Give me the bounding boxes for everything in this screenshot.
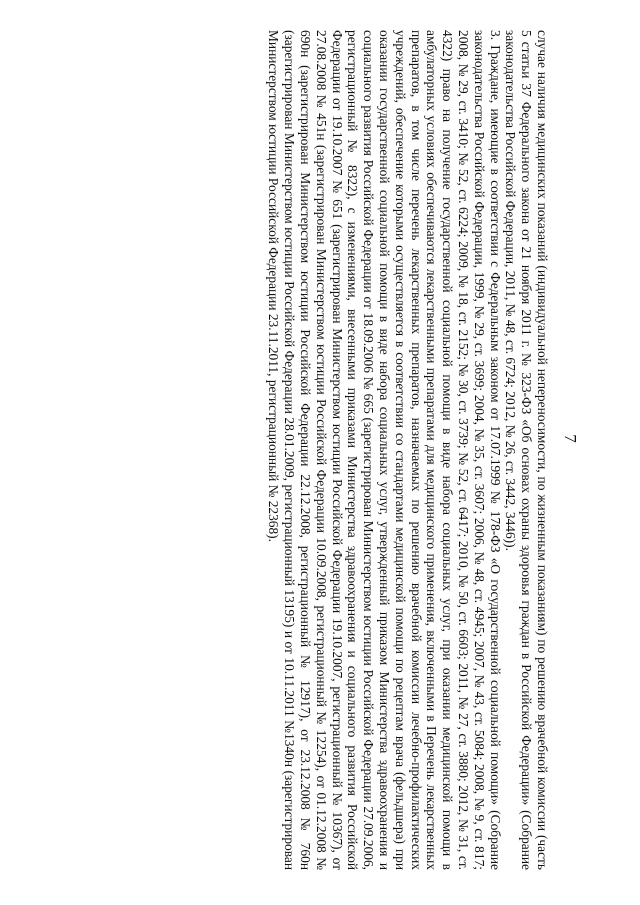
document-body (75, 30, 550, 870)
page-number: 7 (560, 434, 580, 443)
paragraph-continuation: случае наличия медицинских показаний (индивидуальной непереносимости, по жизненным показаниям) по решению врачебной комиссии (часть 5 статьи 37 Федерального закона от 21 ноября 2011 г. № 323-ФЗ «Об основах охраны здоровья граждан в Российской Федерации» (Собрание законодательства Российской Федерации, 2011, № 48, ст. 6724; 2012, № 26, ст. 3442, 3446)). (503, 30, 550, 870)
paragraph-item-3: 3. Граждане, имеющие в соответствии с Федеральным законом от 17.07.1999 № 178-ФЗ «О государственной социальной помощи» (Собрание законодательства Российской Федерации, 1999, № 29, ст. 3699; 2004, № 35, ст. 3607; 2006, № 48, ст. 4945; 2007, № 43, ст. 5084; 2008, № 9, ст. 817; 2008, № 29, ст. 3410; № 52, ст. 6224; 2009, № 18, ст. 2152; № 30, ст. 3739; № 52, ст. 6417; 2010, № 50, ст. 6603; 2011, № 27, ст. 3880; 2012, № 31, ст. 4322) право на получение государственной социальной помощи в виде набора социальных услуг, при оказании медицинской помощи в амбулаторных условиях обеспечиваются лекарственными препаратами для медицинского применения, включенными в Перечень лекарственных препаратов, в том числе перечень лекарственных препаратов, назначаемых по решению врачебной комиссии лечебно-профилактических учреждений, обеспечение которыми осуществляется в соответствии со стандартами медицинской помощи по рецептам врача (фельдшера) при оказании государственной социальной помощи в виде набора социальных услуг, утвержденный приказом Министерства здравоохранения и социального развития Российской Федерации от 18.09.2006 № 665 (зарегистрирован Министерством юстиции Российской Федерации 27.09.2006, регистрационный № 8322), с изменениями, внесенными приказами Министерства здравоохранения и социального развития Российской Федерации от 19.10.2007 № 651 (зарегистрирован Министерством юстиции Российской Федерации 19.10.2007, регистрационный № 10367), от 27.08.2008 № 451н (зарегистрирован Министерством юстиции Российской Федерации 10.09.2008, регистрационный № 12254), от 01.12.2008 № 690н (зарегистрирован Министерством юстиции Российской Федерации 22.12.2008, регистрационный № 12917), от 23.12.2008 № 760н (зарегистрирован Министерством юстиции Российской Федерации 28.01.2009, регистрационный 13195) и от 10.11.2011 №1340н (зарегистрирован Министерством юстиции Российской Федерации 23.11.2011, регистрационный № 22368). (266, 30, 503, 870)
